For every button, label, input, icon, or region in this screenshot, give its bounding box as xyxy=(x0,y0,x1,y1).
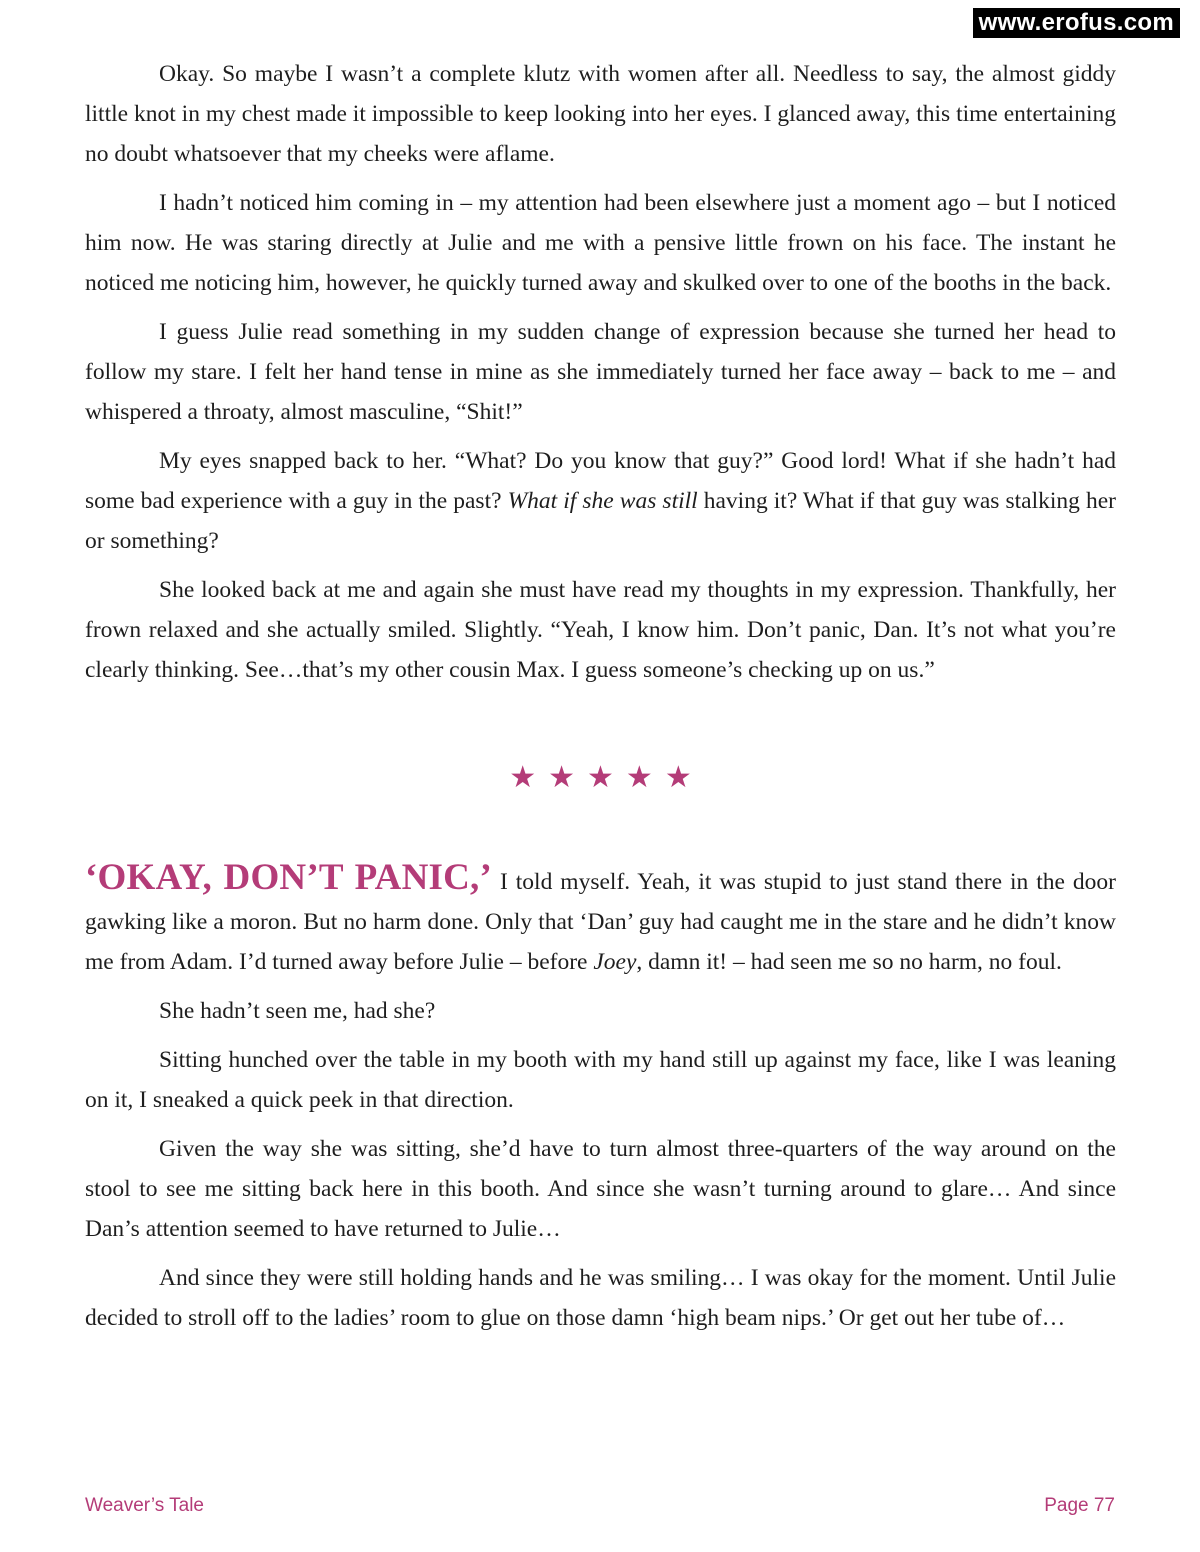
chapter-opening-caps: ‘OKAY, DON’T PANIC,’ xyxy=(85,857,493,898)
italic-text: Joey xyxy=(593,949,637,975)
italic-text: What if she was still xyxy=(507,488,698,514)
paragraph: Sitting hunched over the table in my booth with my hand still up against my face, like I was leaning on it, I sneaked a quick peek in that direction. xyxy=(85,1047,1116,1113)
paragraph-text: My eyes snapped back to her. “What? Do you know that guy?” Good lord! What if she hadn’t had some bad experience with a guy in the past? xyxy=(85,448,1116,514)
paragraph-text: I told myself. Yeah, it was stupid to just stand there in the door gawking like a moron. But no harm done. Only that ‘Dan’ guy had caught me in the stare and he didn’t know me from Adam. I’d turned away before Julie – before xyxy=(85,869,1116,975)
paragraph: Okay. So maybe I wasn’t a complete klutz with women after all. Needless to say, the almost giddy little knot in my chest made it impossible to keep looking into her eyes. I glanced away, this time entertaining no doubt whatsoever that my cheeks were aflame. xyxy=(85,61,1116,167)
paragraph: Given the way she was sitting, she’d have to turn almost three-quarters of the way around on the stool to see me sitting back here in this booth. And since she wasn’t turning around to glare… And since Dan’s attention seemed to have returned to Julie… xyxy=(85,1136,1116,1242)
footer-page-number: Page 77 xyxy=(1044,1495,1115,1516)
page-body xyxy=(85,54,1116,1347)
section-divider-stars: ★★★★★ xyxy=(509,761,704,794)
footer-book-title: Weaver’s Tale xyxy=(85,1495,204,1516)
paragraph-text: having it? What if that guy was stalking her or something? xyxy=(85,488,1116,554)
paragraph: I guess Julie read something in my sudden change of expression because she turned her head to follow my stare. I felt her hand tense in mine as she immediately turned her face away – back to me – and whispered a throaty, almost masculine, “Shit!” xyxy=(85,319,1116,425)
paragraph-text: , damn it! – had seen me so no harm, no foul. xyxy=(636,949,1062,975)
paragraph: I hadn’t noticed him coming in – my attention had been elsewhere just a moment ago – but I noticed him now. He was staring directly at Julie and me with a pensive little frown on his face. The instant he noticed me noticing him, however, he quickly turned away and skulked over to one of the booths in the back. xyxy=(85,190,1116,296)
paragraph: She looked back at me and again she must have read my thoughts in my expression. Thankfully, her frown relaxed and she actually smiled. Slightly. “Yeah, I know him. Don’t panic, Dan. It’s not what you’re clearly thinking. See…that’s my other cousin Max. I guess someone’s checking up on us.” xyxy=(85,577,1116,683)
paragraph xyxy=(85,441,1116,561)
site-watermark: www.erofus.com xyxy=(973,8,1180,38)
paragraph: And since they were still holding hands and he was smiling… I was okay for the moment. Until Julie decided to stroll off to the ladies’ room to glue on those damn ‘high beam nips.’ Or get out her tube of… xyxy=(85,1265,1116,1331)
paragraph xyxy=(85,858,1116,982)
paragraph: She hadn’t seen me, had she? xyxy=(159,998,436,1024)
